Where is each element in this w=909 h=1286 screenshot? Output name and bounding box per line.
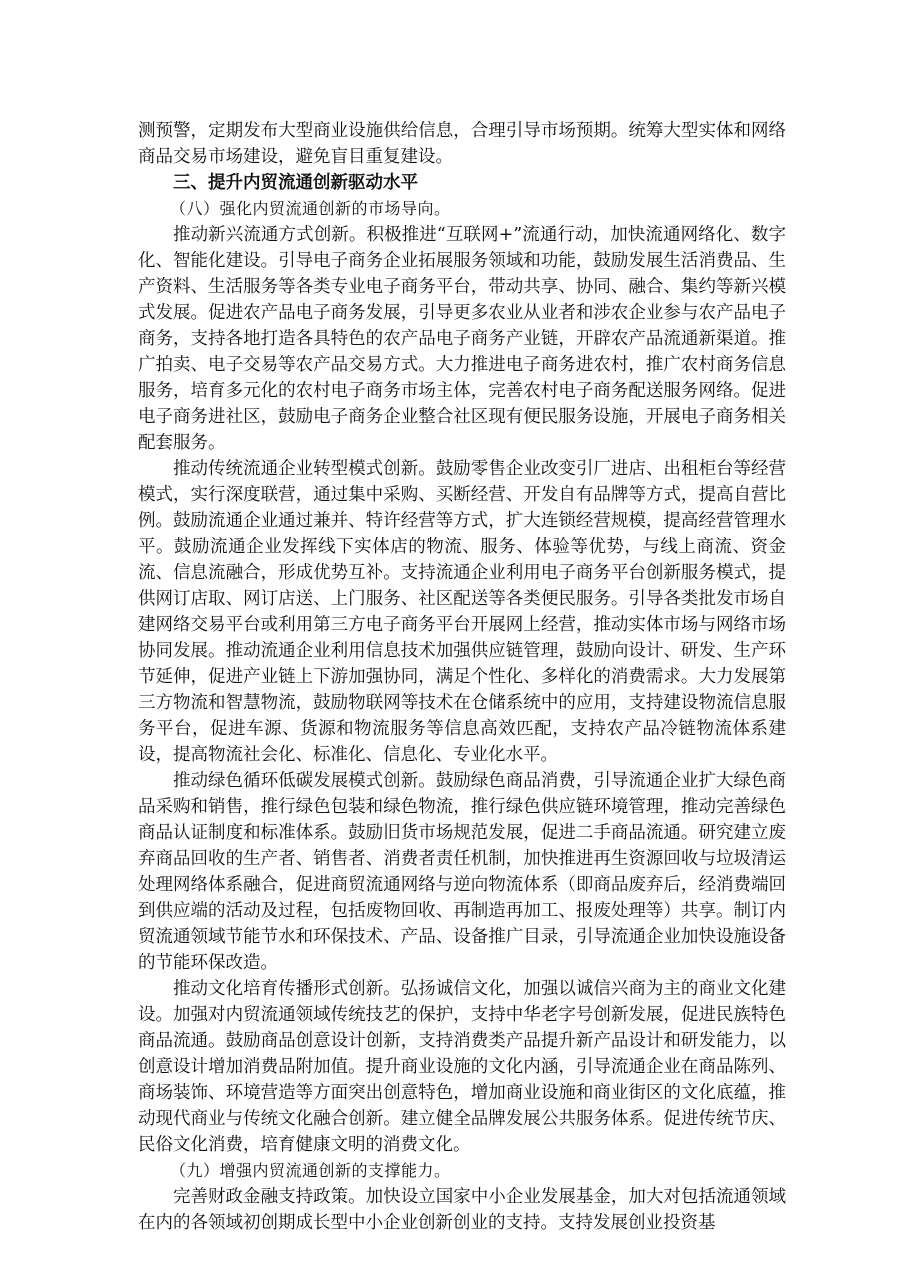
paragraph-body: 积极推进“互联网+”流通行动，加快流通网络化、数字化、智能化建设。引导电子商务企业拓展服务领域和功能，鼓励发展生活消费品、生产资料、生活服务等各类专业电子商务平台，带动共享、协同、融合、集约等新兴模式发展。促进农产品电子商务发展，引导更多农业从业者和涉农企业参与农产品电子商务，支持各地打造各具特色的农产品电子商务产业链，开辟农产品流通新渠道。推广拍卖、电子交易等农产品交易方式。大力推进电子商务进农村，推广农村商务信息服务，培育多元化的农村电子商务市场主体，完善农村电子商务配送服务网络。促进电子商务进社区，鼓励电子商务企业整合社区现有便民服务设施，开展电子商务相关配套服务。 bbox=[138, 225, 786, 453]
section-heading-3: 三、提升内贸流通创新驱动水平 bbox=[173, 173, 418, 193]
paragraph-lead: 推动绿色循环低碳发展模式创新。 bbox=[173, 771, 436, 791]
paragraph-finance bbox=[138, 1184, 786, 1236]
paragraph-traditional-transform bbox=[138, 456, 786, 768]
paragraph-continuation: 测预警，定期发布大型商业设施供给信息，合理引导市场预期。统筹大型实体和网络商品交易市场建设，避免盲目重复建设。 bbox=[138, 121, 786, 167]
subsection-heading-8: （八）强化内贸流通创新的市场导向。 bbox=[170, 199, 451, 218]
paragraph-lead: 推动传统流通企业转型模式创新。 bbox=[173, 459, 436, 479]
paragraph-new-circulation bbox=[138, 222, 786, 456]
paragraph-body: 加快设立国家中小企业发展基金，加大对包括流通领域在内的各领域初创期成长型中小企业创新创业的支持。支持发展创业投资基 bbox=[138, 1187, 787, 1233]
subsection-heading-9: （九）增强内贸流通创新的支撑能力。 bbox=[170, 1161, 451, 1180]
paragraph-culture bbox=[138, 976, 786, 1158]
paragraph-lead: 推动新兴流通方式创新。 bbox=[173, 225, 367, 245]
paragraph-lead: 完善财政金融支持政策。 bbox=[173, 1187, 366, 1207]
paragraph-lead: 推动文化培育传播形式创新。 bbox=[173, 979, 401, 999]
paragraph-green-low-carbon bbox=[138, 768, 786, 976]
paragraph-body: 鼓励绿色商品消费，引导流通企业扩大绿色商品采购和销售，推行绿色包装和绿色物流，推行绿色供应链环境管理，推动完善绿色商品认证制度和标准体系。鼓励旧货市场规范发展，促进二手商品流通。研究建立废弃商品回收的生产者、销售者、消费者责任机制，加快推进再生资源回收与垃圾清运处理网络体系融合，促进商贸流通网络与逆向物流体系（即商品废弃后，经消费端回到供应端的活动及过程，包括废物回收、再制造再加工、报废处理等）共享。制订内贸流通领域节能节水和环保技术、产品、设备推广目录，引导流通企业加快设施设备的节能环保改造。 bbox=[138, 771, 787, 973]
paragraph-body: 鼓励零售企业改变引厂进店、出租柜台等经营模式，实行深度联营，通过集中采购、买断经营、开发自有品牌等方式，提高自营比例。鼓励流通企业通过兼并、特许经营等方式，扩大连锁经营规模，提高经营管理水平。鼓励流通企业发挥线下实体店的物流、服务、体验等优势，与线上商流、资金流、信息流融合，形成优势互补。支持流通企业利用电子商务平台创新服务模式，提供网订店取、网订店送、上门服务、社区配送等各类便民服务。引导各类批发市场自建网络交易平台或利用第三方电子商务平台开展网上经营，推动实体市场与网络市场协同发展。推动流通企业利用信息技术加强供应链管理，鼓励向设计、研发、生产环节延伸，促进产业链上下游加强协同，满足个性化、多样化的消费需求。大力发展第三方物流和智慧物流，鼓励物联网等技术在仓储系统中的应用，支持建设物流信息服务平台，促进车源、货源和物流服务等信息高效匹配，支持农产品冷链物流体系建设，提高物流社会化、标准化、信息化、专业化水平。 bbox=[138, 459, 787, 765]
paragraph-body: 弘扬诚信文化，加强以诚信兴商为主的商业文化建设。加强对内贸流通领域传统技艺的保护，支持中华老字号创新发展，促进民族特色商品流通。鼓励商品创意设计创新，支持消费类产品提升新产品设计和研发能力，以创意设计增加消费品附加值。提升商业设施的文化内涵，引导流通企业在商品陈列、商场装饰、环境营造等方面突出创意特色，增加商业设施和商业街区的文化底蕴，推动现代商业与传统文化融合创新。建立健全品牌发展公共服务体系。促进传统节庆、民俗文化消费，培育健康文明的消费文化。 bbox=[138, 979, 787, 1155]
document-page bbox=[138, 118, 786, 1236]
